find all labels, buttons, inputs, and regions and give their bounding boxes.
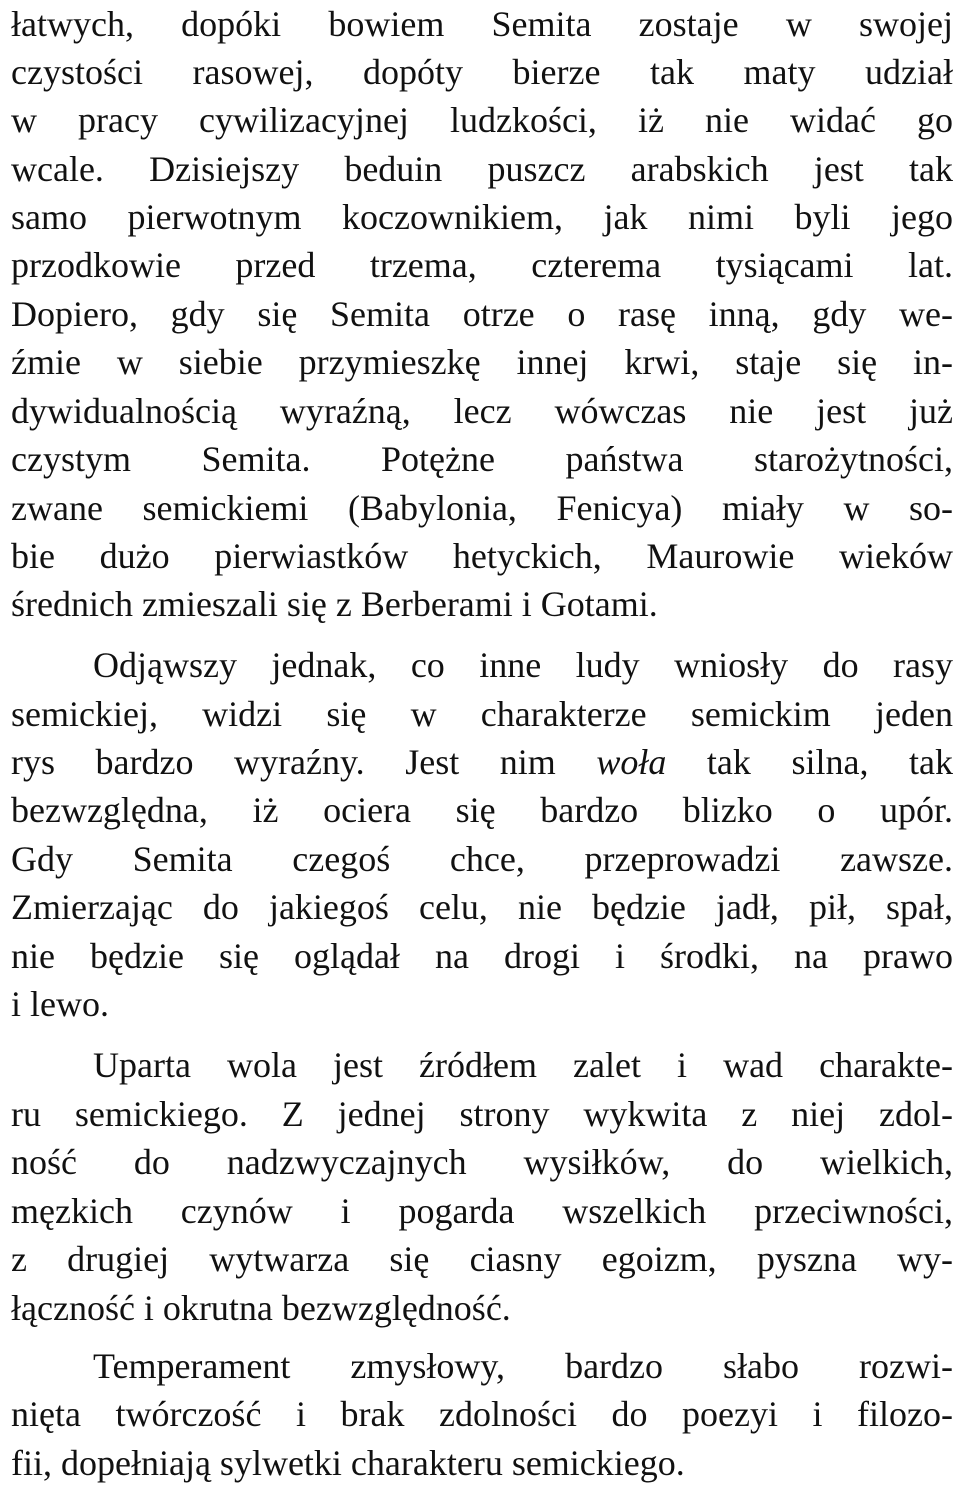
text-line: Odjąwszy jednak, co inne ludy wniosły do rasy	[93, 645, 953, 685]
text-line: Uparta wola jest źródłem zalet i wad charakte-	[93, 1045, 953, 1085]
text-line-with-emphasis: rys bardzo wyraźny. Jest nim woła tak silna, tak	[11, 742, 954, 782]
text-line: Gdy Semita czegoś chce, przeprowadzi zawsze.	[11, 839, 953, 879]
text-line: łączność i okrutna bezwzględność.	[11, 1288, 511, 1328]
text-line: bezwzględna, iż ociera się bardzo blizko o upór.	[11, 790, 953, 830]
text-line: Temperament zmysłowy, bardzo słabo rozwi-	[93, 1346, 953, 1386]
text-line: łatwych, dopóki bowiem Semita zostaje w swojej	[11, 4, 953, 44]
text-line: fii, dopełniają sylwetki charakteru semickiego.	[11, 1443, 685, 1483]
text-line: średnich zmieszali się z Berberami i Gotami.	[11, 584, 658, 624]
text-line: czystości rasowej, dopóty bierze tak maty udział	[11, 52, 953, 92]
text-line: bie dużo pierwiastków hetyckich, Maurowie wieków	[11, 536, 953, 576]
text-line: nięta twórczość i brak zdolności do poezyi i filozo-	[11, 1394, 953, 1434]
text-line: zwane semickiemi (Babylonia, Fenicya) miały w so-	[11, 488, 953, 528]
emphasized-word: woła	[596, 742, 667, 782]
text-line: dywidualnością wyraźną, lecz wówczas nie jest już	[11, 391, 953, 431]
text-line: semickiej, widzi się w charakterze semickim jeden	[11, 694, 953, 734]
text-line: w pracy cywilizacyjnej ludzkości, iż nie widać go	[11, 100, 953, 140]
text-line: ru semickiego. Z jednej strony wykwita z niej zdol-	[11, 1094, 953, 1134]
text-line: z drugiej wytwarza się ciasny egoizm, pyszna wy-	[11, 1239, 953, 1279]
text-line: samo pierwotnym koczownikiem, jak nimi byli jego	[11, 197, 953, 237]
text-line: wcale. Dzisiejszy beduin puszcz arabskich jest tak	[11, 149, 953, 189]
text-line: i lewo.	[11, 984, 109, 1024]
text-line: ność do nadzwyczajnych wysiłków, do wielkich,	[11, 1142, 953, 1182]
text-line: czystym Semita. Potężne państwa starożytności,	[11, 439, 953, 479]
text-line: źmie w siebie przymieszkę innej krwi, staje się in-	[11, 342, 953, 382]
text-line: nie będzie się oglądał na drogi i środki, na prawo	[11, 936, 953, 976]
text-line: przodkowie przed trzema, czterema tysiącami lat.	[11, 245, 953, 285]
text-line: Dopiero, gdy się Semita otrze o rasę inną, gdy we-	[11, 294, 953, 334]
text-line: męzkich czynów i pogarda wszelkich przeciwności,	[11, 1191, 953, 1231]
text-line: Zmierzając do jakiegoś celu, nie będzie jadł, pił, spał,	[11, 887, 953, 927]
